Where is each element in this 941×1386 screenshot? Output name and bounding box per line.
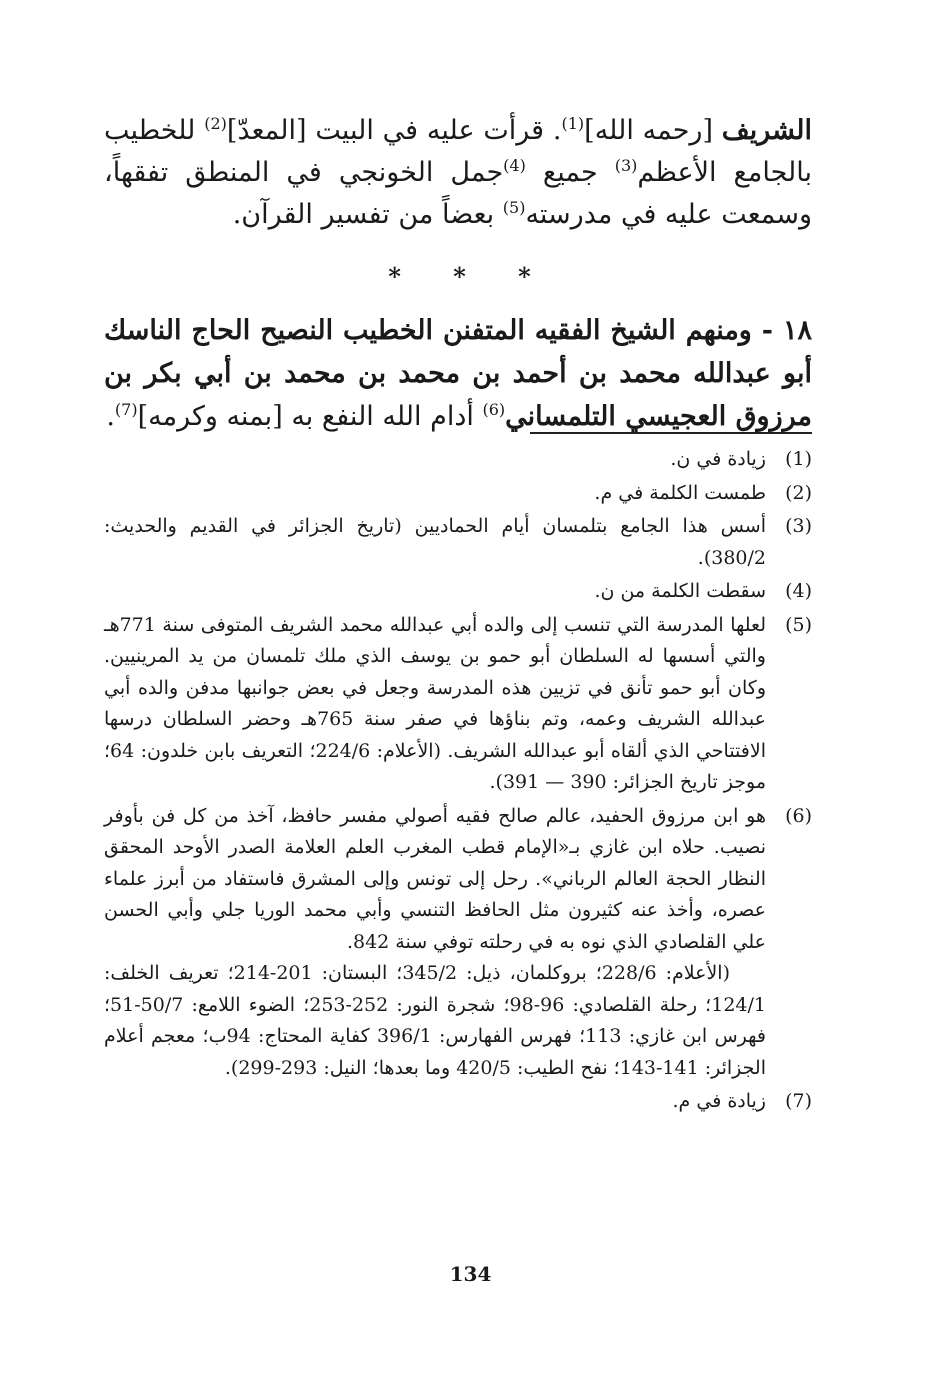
footnote-ref-1[interactable]: (1) [561, 114, 585, 133]
paragraph-2-segment: . [106, 401, 115, 432]
footnote-ref-5[interactable]: (5) [502, 198, 526, 217]
footnote-number: (4) [785, 580, 812, 602]
footnote-references: (الأعلام: 228/6؛ بروكلمان، ذيل: 345/2؛ البستان: 201-214؛ تعريف الخلف: 124/1؛ رحلة القلصادي: 96-98؛ شجرة النور: 252-253؛ الضوء اللامع: 50/7-51؛ فهرس ابن غازي: 113؛ فهرس الفهارس: 396/1 كفاية المحتاج: 94ب؛ معجم أعلام الجزائر: 141-143؛ نفح الطيب: 420/5 وما بعدها؛ النيل: 293-299). [104, 962, 767, 1079]
footnote-2 [104, 478, 812, 510]
footnote-ref-6[interactable]: (6) [482, 400, 506, 419]
paragraph-1-segment: بعضاً من تفسير القرآن. [232, 199, 503, 230]
footnote-text: طمست الكلمة في م. [594, 481, 766, 504]
footnote-text: زيادة في ن. [670, 448, 766, 470]
footnote-ref-7[interactable]: (7) [114, 400, 138, 419]
footnotes [104, 444, 812, 1120]
footnote-divider [530, 432, 812, 434]
footnote-ref-3[interactable]: (3) [614, 156, 638, 175]
footnote-number: (6) [785, 804, 812, 827]
footnote-number: (2) [785, 481, 812, 504]
footnote-5 [104, 610, 812, 799]
footnote-text: لعلها المدرسة التي تنسب إلى والده أبي عبدالله محمد الشريف المتوفى سنة 771هـ والتي أسسها له السلطان أبو حمو بن يوسف الذي ملك تلمسان من يد المرينيين. وكان أبو حمو تأنق في تزيين هذه المدرسة وجعل في بعض جوانبها مدفن والده أبي عبدالله الشريف وعمه، وتم بناؤها في صفر سنة 765هـ وحضر السلطان درسها الافتتاحي الذي ألقاه أبو عبدالله الشريف. (الأعلام: 224/6؛ التعريف بابن خلدون: 64؛ موجز تاريخ الجزائر: 390 — 391). [104, 613, 766, 793]
footnote-number: (3) [785, 515, 812, 537]
paragraph-1 [104, 110, 812, 236]
footnote-7 [104, 1086, 812, 1118]
paragraph-2 [104, 309, 812, 438]
paragraph-1-segment: جميع [525, 157, 615, 188]
paragraph-1-segment: للخطيب بالجامع الأعظم [104, 115, 812, 188]
paragraph-1-lead: الشريف [721, 115, 812, 146]
footnote-4 [104, 576, 812, 608]
footnote-6 [104, 801, 812, 1085]
footnote-text: زيادة في م. [672, 1090, 766, 1112]
footnote-number: (5) [785, 613, 812, 636]
footnote-text: هو ابن مرزوق الحفيد، عالم صالح فقيه أصولي مفسر حافظ، آخذ من كل فن بأوفر نصيب. حلاه ابن غازي بـ«الإمام قطب المغرب العلم العلامة الصدر الأوحد المحقق النظار الحجة العالم الرباني». رحل إلى تونس وإلى المشرق فاستفاد من أبرز علماء عصره، وأخذ عنه كثيرون مثل الحافظ التنسي وأبي محمد الوريا جلي وأبي الحسن علي القلصادي الذي نوه به في رحلته توفي سنة 842. [104, 804, 766, 953]
footnote-text: سقطت الكلمة من ن. [594, 580, 766, 602]
paragraph-1-segment: . قرأت عليه في البيت [المعدّ] [226, 115, 562, 146]
paragraph-2-segment: أدام الله النفع به [بمنه وكرمه] [137, 401, 483, 432]
footnote-ref-2[interactable]: (2) [204, 114, 227, 133]
footnote-text: أسس هذا الجامع بتلمسان أيام الحماديين (تاريخ الجزائر في القديم والحديث: 380/2). [104, 515, 766, 569]
footnote-3 [104, 511, 812, 574]
footnote-body [104, 801, 766, 1085]
paragraph-1-segment: [رحمه الله] [584, 115, 722, 146]
entry-heading: ١٨ - ومنهم الشيخ الفقيه المتفنن الخطيب النصيح الحاج الناسك أبو عبدالله محمد بن أحمد بن محمد بن محمد بن أبي بكر بن مرزوق العجيسي التلمساني [104, 315, 812, 432]
paragraph-1-segment: جمل الخونجي في المنطق تفقهاً، وسمعت عليه في مدرسته [104, 157, 812, 230]
main-text [104, 110, 812, 236]
page-number: 134 [449, 1262, 492, 1286]
footnote-number: (1) [785, 448, 812, 470]
footnote-number: (7) [785, 1090, 812, 1112]
entry-18 [104, 282, 812, 465]
section-separator: * * * [388, 262, 553, 291]
footnote-1 [104, 444, 812, 476]
footnote-ref-4[interactable]: (4) [503, 156, 526, 175]
